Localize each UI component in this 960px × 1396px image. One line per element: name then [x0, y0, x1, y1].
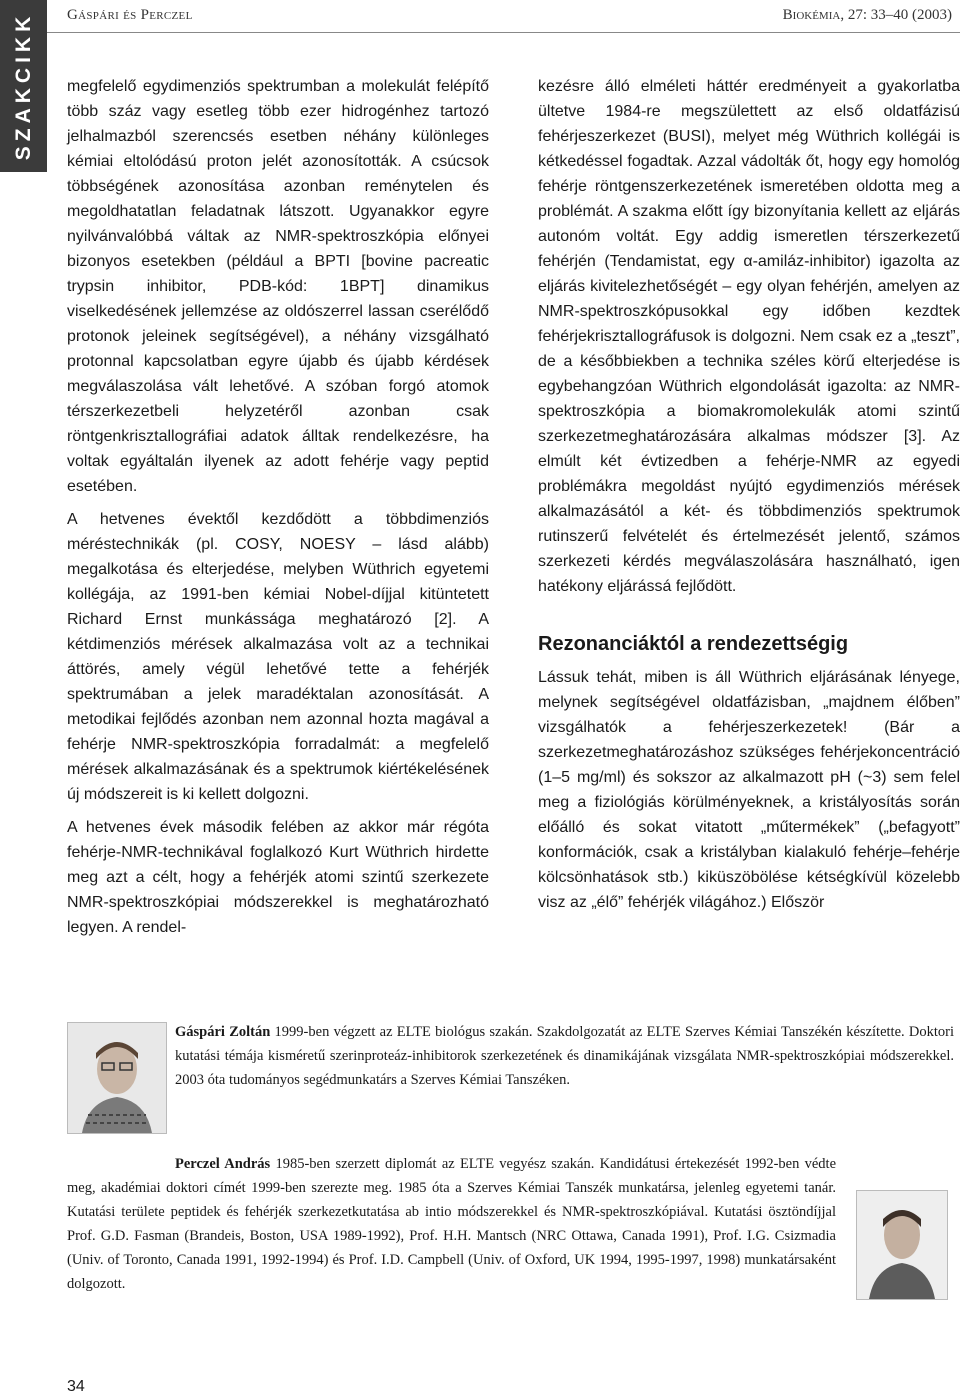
author-bio-perczel	[67, 1152, 954, 1296]
header-citation	[783, 7, 952, 24]
author-photo-perczel	[856, 1190, 948, 1300]
section-tab-label: SZAKCIKK	[11, 11, 35, 161]
section-tab	[0, 0, 47, 172]
right-column	[538, 74, 960, 923]
page-number: 34	[67, 1378, 85, 1395]
bio-author-name: Perczel András	[175, 1156, 271, 1172]
left-column	[67, 74, 489, 948]
bio-text: 1999-ben végzett az ELTE biológus szakán. Szakdolgozatát az ELTE Szerves Kémiai Tanszékén készítette. Doktori kutatási témája kisméretű szerinproteáz-inhibitorok szerkezetének és dinamikájának vizsgálata NMR-spektroszkópiai módszerekkel. 2003 óta tudományos segédmunkatárs a Szerves Kémiai Tanszéken.	[175, 1024, 954, 1088]
paragraph: kezésre álló elméleti háttér eredményeit a gyakorlatba ültetve 1984-re megszülettett az első oldatfázisú fehérjeszerkezet (BUSI), melyet még Wüthrich kollégái is kétkedéssel fogadtak. Azzal vádolták őt, hogy egy homológ fehérje röntgenszerkezetének ismeretében oldotta meg a problémát. A szakma előtt így bizonyítania kellett az eljárás autonóm voltát. Egy addig ismeretlen térszerkezetű fehérjén (Tendamistat, egy α-amiláz-inhibitor) igazolta az eljárás kivitelezhetőségét – egy olyan fehérjén, amelyen az NMR-spektroszkópusokkal egy időben kezdtek fehérjekrisztallográfusok is dolgozni. Nem csak ez a „teszt”, de a későbbiekben a technika széles körű elterjedése is egybehangzóan Wüthrich elgondolását igazolta: az NMR-spektroszkópia a biomakromolekulák atomi szintű szerkezetmeghatározására alkalmas módszer [3]. Az elmúlt két évtizedben a fehérje-NMR az egyedi problémákra megoldást nyújtó egydimenziós mérések alkalmazásától a két- és többdimenziós spektrumok rutinszerű felvételét és értelmezését jelentő, számos szerkezeti kérdés megválaszolására használható, igen hatékony eljárássá fejlődött.	[538, 78, 960, 595]
header-issue: , 27: 33–40 (2003)	[840, 7, 952, 23]
paragraph: megfelelő egydimenziós spektrumban a molekulát felépítő több száz vagy esetleg több ezer hidrogénhez tartozó jelhalmazból szerencsés esetben néhány különleges kémiai eltolódású proton jelét azonosították. A csúcsok többségének azonosítása azonban reménytelen és megoldhatatlan feladatnak látszott. Ugyanakkor egyre nyilvánvalóbbá váltak az NMR-spektroszkópia előnyei bizonyos esetekben (például a BPTI [bovine pacreatic trypsin inhibitor, PDB-kód: 1BPT] dinamikus viselkedésének jellemzése az oldószerrel lassan cserélődő protonok jeleinek segítségével), a néhány vizsgálható protonnal kapcsolatban egyre újabb és újabb kérdések megválaszolása vált lehetővé. A szóban forgó atomok térszerkezetbeli helyzetéről azonban csak röntgenkrisztallográfiai adatok álltak rendelkezésre, ha voltak egyáltalán ilyenek az adott fehérje vagy peptid esetében.	[67, 78, 489, 495]
paragraph: A hetvenes évek második felében az akkor már régóta fehérje-NMR-technikával foglalkozó Kurt Wüthrich hirdette meg azt a célt, hogy a fehérjék atomi szintű szerkezete NMR-spektroszkópiai módszerekkel is meghatározható legyen. A rendel-	[67, 819, 489, 936]
bio-text: 1985-ben szerzett diplomát az ELTE vegyész szakán. Kandidátusi értekezését 1992-ben védte meg, akadémiai doktori címét 1999-ben szerezte meg. 1985 óta a Szerves Kémiai Tanszék munkatársa, jelenleg egyetemi tanár. Kutatási területe peptidek és fehérjék szerkezetkutatása ab intio módszerekkel és NMR-spektroszkópiával. Kutatási ösztöndíjjal Prof. G.D. Fasman (Brandeis, Boston, USA 1989-1992), Prof. H.H. Mantsch (NRC Ottawa, Canada 1991), Prof. I.G. Csizmadia (Univ. of Toronto, Canada 1991, 1992-1994) és Prof. I.D. Campbell (Univ. of Oxford, UK 1994, 1995-1997, 1998) munkatársaként dolgozott.	[67, 1156, 836, 1292]
paragraph: A hetvenes évektől kezdődött a többdimenziós méréstechnikák (pl. COSY, NOESY – lásd alább) megalkotása és elterjedése, melyben Wüthrich egyetemi kollégája, az 1991-ben kémiai Nobel-díjjal kitüntetett Richard Ernst munkássága meghatározó [2]. A kétdimenziós mérések alkalmazása volt az a technikai áttörés, amely végül lehetővé tette a fehérjék spektrumában a jelek maradéktalan azonosítását. A metodikai fejlődés azonban nem azonnal hozta magával a fehérje NMR-spektroszkópia forradalmát: a megfelelő mérések alkalmazásának és a spektrumok kiértékelésének új módszereit is ki kellett dolgozni.	[67, 511, 489, 803]
paragraph: Lássuk tehát, miben is áll Wüthrich eljárásának lényege, melynek segítségével oldatfázisban, „majdnem élőben” vizsgálhatók a fehérjeszerkezetek! (Bár a szerkezetmeghatározáshoz szükséges fehérjekoncentráció (1–5 mg/ml) és sokszor az alkalmazott pH (~3) sem felel meg a fiziológiás körülményeknek, a kristályosítás során előálló és sokat vitatott „műtermékek” („befagyott” konformációk, csak a kristályban kialakuló fehérje–fehérje kölcsönhatások stb.) kiküszöbölése kétségkívül közelebb visz az „élő” fehérjék világához.) Először	[538, 669, 960, 911]
section-heading: Rezonanciáktól a rendezettségig	[538, 633, 849, 655]
portrait-icon	[857, 1191, 947, 1299]
header-journal: Biokémia	[782, 7, 841, 23]
header-authors: Gáspári és Perczel	[67, 7, 193, 23]
author-bio-gaspari	[67, 1020, 954, 1092]
bio-author-name: Gáspári Zoltán	[175, 1024, 271, 1040]
